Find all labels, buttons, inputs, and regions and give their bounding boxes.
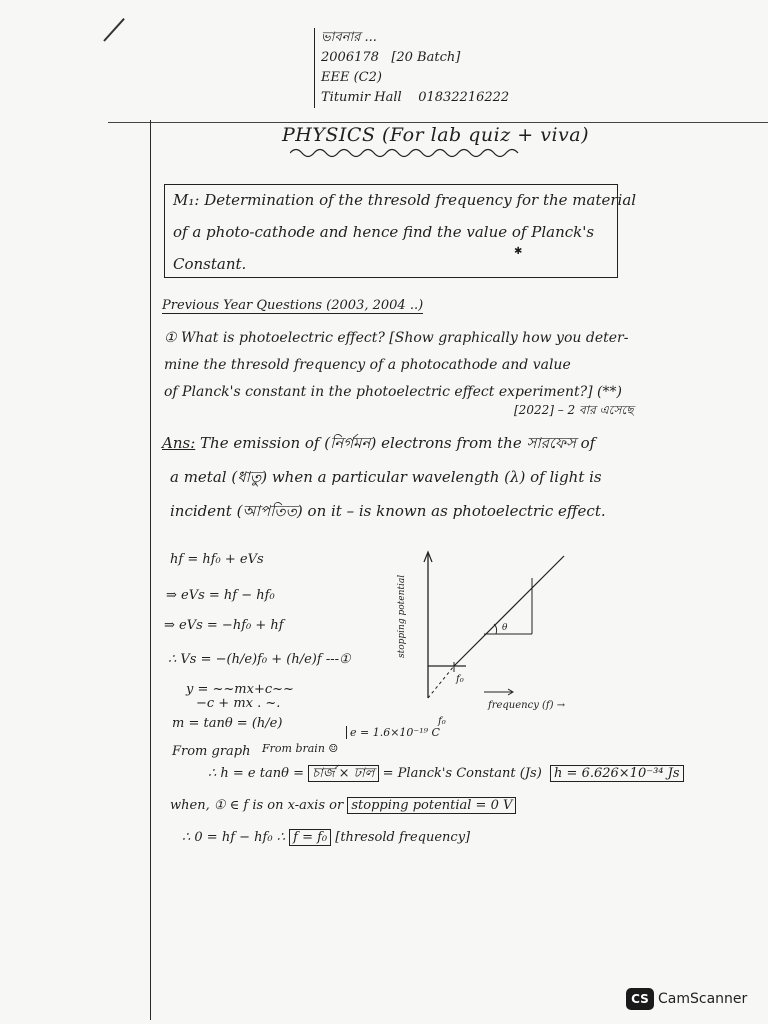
answer-text-1: The emission of (নির্গমন) electrons from the সারফেস of [200,434,596,452]
top-rule-line [108,122,768,123]
camscanner-logo-icon: CS [626,988,654,1010]
pen-mark [103,18,125,42]
graph-y-label: stopping potential [397,574,407,658]
equation-13-a: ∴ 0 = hf − hf₀ ∴ [182,830,285,845]
student-hall: Titumir Hall [321,90,402,105]
equation-13 [182,830,470,845]
title-squiggle-underline [290,146,520,160]
equation-11-b: = Planck's Constant (Js) [382,766,542,781]
answer-line-3: incident (আপতিত) on it – is known as photoelectric effect. [170,502,606,520]
equation-12-a: when, ① ∈ f is on x-axis or [170,798,344,813]
year-note: [2022] – 2 বার এসেছে [514,403,634,417]
equation-6: −c + mx . ~. [196,696,281,711]
equation-7: m = tanθ = (h/e) [172,716,283,731]
question-line-2: mine the thresold frequency of a photocathode and value [164,357,571,373]
f0-label-lower: f₀ [438,716,446,727]
m1-line-2: of a photo-cathode and hence find the value of Planck's [173,223,595,241]
camscanner-brand-text: CamScanner [658,991,748,1007]
experiment-m1-box [164,184,637,278]
m1-line-3: Constant. [173,255,247,273]
equation-8: From graph [172,744,251,759]
student-dept: EEE (C2) [321,70,382,85]
equation-13-box: f = f₀ [289,829,331,846]
answer-line-2: a metal (ধাতু) when a particular wavelength (λ) of light is [170,468,602,486]
equation-3: ⇒ eVs = −hf₀ + hf [164,618,284,633]
equation-11-a: ∴ h = e tanθ = [208,766,304,781]
student-info [314,28,509,108]
student-name-partial: ভাবনার ... [321,30,377,45]
question-line-1: ① What is photoelectric effect? [Show graphically how you deter- [164,330,629,346]
student-roll-row [321,48,509,68]
equation-1: hf = hf₀ + eVs [170,552,264,567]
camscanner-watermark [626,988,747,1010]
graph-extrapolation-dash [428,666,454,698]
answer-label: Ans: [162,434,196,452]
equation-10: e = 1.6×10⁻¹⁹ C [346,726,440,739]
equation-13-b: [thresold frequency] [335,830,471,845]
student-batch: [20 Batch] [391,50,461,65]
star-mark: ✱ [514,246,523,257]
equation-11 [208,764,684,785]
theta-label: θ [502,623,508,633]
graph-x-label: frequency (f) → [488,700,566,711]
margin-line [150,120,151,1020]
planck-constant-answer: h = 6.626×10⁻³⁴ Js [550,765,683,782]
equation-2: ⇒ eVs = hf − hf₀ [166,588,275,603]
student-hall-row [321,88,509,108]
equation-4: ∴ Vs = −(h/e)f₀ + (h/e)f ---① [168,652,351,667]
answer-line-1 [162,432,595,457]
f0-label: f₀ [456,674,464,685]
equation-12-box: stopping potential = 0 V [347,797,516,814]
equation-5: y = ~~mx+c~~ [186,682,294,697]
equation-11-box: চার্জ × ঢাল [308,765,378,782]
student-roll: 2006178 [321,50,379,65]
page-title: PHYSICS (For lab quiz + viva) [282,124,590,146]
question-line-3: of Planck's constant in the photoelectric effect experiment?] (**) [164,384,622,400]
equation-12 [170,798,516,813]
equation-9: From brain ☺ [262,742,339,755]
m1-line-1: M₁: Determination of the thresold frequency for the material [173,191,637,209]
previous-questions-heading: Previous Year Questions (2003, 2004 ..) [162,298,424,313]
graph-line [454,556,564,666]
student-phone: 01832216222 [418,90,510,105]
photoelectric-graph [392,548,592,738]
